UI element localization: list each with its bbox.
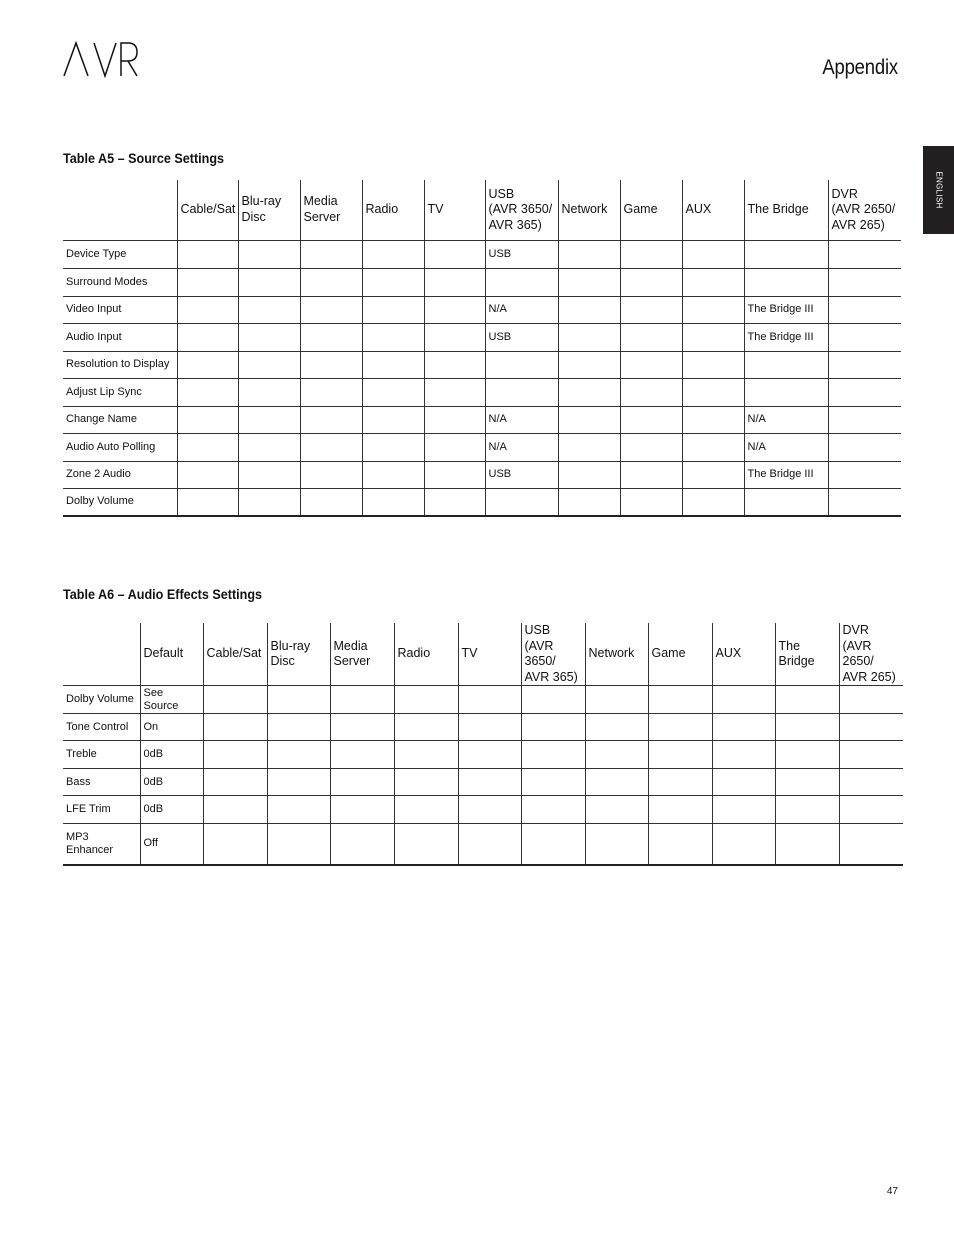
table-cell — [558, 351, 620, 378]
table-cell — [620, 323, 682, 351]
table-cell — [521, 796, 585, 824]
table-cell — [828, 240, 901, 268]
table-cell — [485, 488, 558, 516]
table-cell — [424, 351, 485, 378]
table-cell — [828, 323, 901, 351]
column-header: Radio — [362, 180, 424, 240]
table-cell — [558, 433, 620, 461]
column-header: DVR (AVR 2650/ AVR 265) — [828, 180, 901, 240]
table-cell — [712, 824, 775, 865]
avr-logo — [63, 40, 139, 80]
table-cell — [620, 351, 682, 378]
table-cell — [712, 686, 775, 714]
table-cell — [744, 378, 828, 406]
column-header: Default — [140, 623, 203, 686]
table-row — [63, 741, 903, 769]
table-cell — [177, 461, 238, 488]
table-cell: The Bridge III — [744, 323, 828, 351]
table-cell — [177, 433, 238, 461]
table-cell: USB — [485, 323, 558, 351]
table-cell — [362, 240, 424, 268]
row-label: MP3 Enhancer — [63, 824, 140, 865]
table-row — [63, 296, 901, 323]
table-cell — [394, 714, 458, 741]
table-cell — [682, 433, 744, 461]
table-cell: N/A — [744, 433, 828, 461]
table-cell — [744, 240, 828, 268]
table-row — [63, 268, 901, 296]
table-row — [63, 406, 901, 433]
row-label: Resolution to Display — [63, 351, 177, 378]
table-cell: See Source — [140, 686, 203, 714]
table-cell — [521, 686, 585, 714]
table-cell — [330, 796, 394, 824]
section-title: Appendix — [822, 56, 898, 79]
table-cell — [424, 296, 485, 323]
table-cell — [682, 240, 744, 268]
table-cell — [203, 714, 267, 741]
table-cell — [362, 433, 424, 461]
table-cell — [330, 741, 394, 769]
column-header — [63, 180, 177, 240]
table-cell — [458, 686, 521, 714]
column-header — [63, 623, 140, 686]
table-cell — [300, 433, 362, 461]
row-label: Dolby Volume — [63, 686, 140, 714]
column-header: Blu-ray Disc — [267, 623, 330, 686]
table-cell — [620, 240, 682, 268]
table-cell — [775, 824, 839, 865]
table-cell — [300, 296, 362, 323]
table-cell — [458, 769, 521, 796]
table-cell — [839, 769, 903, 796]
table-cell — [458, 824, 521, 865]
table-cell — [177, 240, 238, 268]
table-cell — [682, 488, 744, 516]
table-cell — [585, 824, 648, 865]
table-cell — [177, 488, 238, 516]
table-cell — [682, 323, 744, 351]
table-cell — [648, 796, 712, 824]
table-cell — [330, 824, 394, 865]
table-cell — [424, 488, 485, 516]
table-cell — [620, 406, 682, 433]
table-cell — [585, 796, 648, 824]
column-header: Cable/Sat — [177, 180, 238, 240]
table-cell: N/A — [744, 406, 828, 433]
row-label: Surround Modes — [63, 268, 177, 296]
column-header: Media Server — [300, 180, 362, 240]
table-cell — [300, 378, 362, 406]
table-cell — [839, 686, 903, 714]
table-cell — [775, 769, 839, 796]
table-cell — [648, 714, 712, 741]
table-cell — [620, 268, 682, 296]
table-cell — [424, 378, 485, 406]
table-cell — [712, 796, 775, 824]
table-row — [63, 378, 901, 406]
table-cell — [177, 268, 238, 296]
table-cell — [362, 268, 424, 296]
table-cell — [424, 240, 485, 268]
table-cell: 0dB — [140, 769, 203, 796]
table-cell — [424, 406, 485, 433]
table-cell — [620, 296, 682, 323]
table-cell: Off — [140, 824, 203, 865]
table-cell — [424, 268, 485, 296]
table-cell — [828, 433, 901, 461]
language-tab — [923, 146, 954, 234]
table-cell — [238, 240, 300, 268]
table-row — [63, 433, 901, 461]
table-cell — [828, 351, 901, 378]
table-cell — [744, 351, 828, 378]
table-cell — [839, 741, 903, 769]
table-cell — [648, 769, 712, 796]
row-label: Device Type — [63, 240, 177, 268]
table-cell — [828, 406, 901, 433]
table-cell — [485, 351, 558, 378]
table-cell — [558, 296, 620, 323]
table-cell: N/A — [485, 406, 558, 433]
table-cell — [267, 796, 330, 824]
table-cell — [521, 769, 585, 796]
table-cell — [682, 351, 744, 378]
table-cell — [267, 769, 330, 796]
table-cell — [648, 741, 712, 769]
table-cell — [648, 824, 712, 865]
table-cell — [177, 323, 238, 351]
table-cell: USB — [485, 461, 558, 488]
table-cell — [330, 769, 394, 796]
table-cell — [828, 461, 901, 488]
table-cell — [238, 268, 300, 296]
table-cell — [620, 433, 682, 461]
table-cell — [585, 686, 648, 714]
table-cell — [682, 378, 744, 406]
table-cell — [394, 741, 458, 769]
table-cell — [362, 351, 424, 378]
table-cell — [458, 741, 521, 769]
table-cell — [682, 461, 744, 488]
table-cell — [267, 714, 330, 741]
table-cell — [458, 796, 521, 824]
table-cell: On — [140, 714, 203, 741]
table-row — [63, 796, 903, 824]
table-cell — [330, 714, 394, 741]
table-cell — [238, 461, 300, 488]
table-cell — [558, 488, 620, 516]
table-cell — [712, 769, 775, 796]
table-cell — [485, 378, 558, 406]
table-cell — [682, 268, 744, 296]
table-a5-title: Table A5 – Source Settings — [63, 150, 225, 166]
table-cell — [238, 378, 300, 406]
table-cell — [362, 323, 424, 351]
table-cell — [620, 488, 682, 516]
table-cell — [300, 268, 362, 296]
table-cell — [682, 296, 744, 323]
table-cell — [362, 488, 424, 516]
table-cell — [238, 296, 300, 323]
column-header: The Bridge — [775, 623, 839, 686]
table-cell — [620, 461, 682, 488]
column-header: AUX — [682, 180, 744, 240]
row-label: LFE Trim — [63, 796, 140, 824]
table-a6-title: Table A6 – Audio Effects Settings — [63, 586, 263, 602]
table-cell — [300, 406, 362, 433]
table-cell — [458, 714, 521, 741]
language-tab-label: ENGLISH — [934, 171, 943, 209]
table-row — [63, 323, 901, 351]
table-cell — [267, 824, 330, 865]
column-header: TV — [458, 623, 521, 686]
table-cell: 0dB — [140, 796, 203, 824]
table-cell — [203, 824, 267, 865]
table-row — [63, 461, 901, 488]
table-a5-source-settings — [63, 180, 901, 517]
table-cell — [828, 296, 901, 323]
table-cell — [558, 461, 620, 488]
column-header: The Bridge — [744, 180, 828, 240]
table-a6-audio-effects-settings — [63, 623, 903, 866]
column-header: DVR (AVR 2650/ AVR 265) — [839, 623, 903, 686]
row-label: Video Input — [63, 296, 177, 323]
table-cell — [828, 268, 901, 296]
table-row — [63, 488, 901, 516]
table-cell — [521, 824, 585, 865]
table-cell — [424, 461, 485, 488]
table-cell — [585, 769, 648, 796]
table-cell — [238, 488, 300, 516]
table-cell — [203, 769, 267, 796]
table-cell — [300, 323, 362, 351]
column-header: Network — [558, 180, 620, 240]
table-row — [63, 769, 903, 796]
table-cell — [558, 406, 620, 433]
table-cell — [620, 378, 682, 406]
table-cell: The Bridge III — [744, 296, 828, 323]
table-cell — [177, 351, 238, 378]
table-cell — [238, 433, 300, 461]
column-header: Game — [648, 623, 712, 686]
table-cell — [775, 686, 839, 714]
table-cell — [203, 686, 267, 714]
table-cell — [558, 378, 620, 406]
table-cell — [394, 686, 458, 714]
column-header: AUX — [712, 623, 775, 686]
table-cell — [775, 796, 839, 824]
table-cell — [362, 406, 424, 433]
table-cell — [238, 351, 300, 378]
table-cell — [521, 714, 585, 741]
table-cell — [775, 714, 839, 741]
table-cell — [744, 268, 828, 296]
table-cell — [300, 488, 362, 516]
row-label: Dolby Volume — [63, 488, 177, 516]
table-cell — [424, 323, 485, 351]
row-label: Zone 2 Audio — [63, 461, 177, 488]
table-row — [63, 240, 901, 268]
table-cell — [775, 741, 839, 769]
table-cell: 0dB — [140, 741, 203, 769]
row-label: Audio Input — [63, 323, 177, 351]
table-cell — [362, 296, 424, 323]
row-label: Audio Auto Polling — [63, 433, 177, 461]
table-cell — [203, 796, 267, 824]
table-cell: N/A — [485, 433, 558, 461]
column-header: USB (AVR 3650/ AVR 365) — [485, 180, 558, 240]
table-cell — [839, 714, 903, 741]
page-number: 47 — [886, 1186, 898, 1197]
column-header: Game — [620, 180, 682, 240]
table-cell — [177, 296, 238, 323]
table-cell — [177, 378, 238, 406]
table-cell — [394, 824, 458, 865]
table-cell — [485, 268, 558, 296]
table-cell — [300, 461, 362, 488]
table-cell — [362, 378, 424, 406]
table-cell — [238, 406, 300, 433]
table-cell — [300, 351, 362, 378]
column-header: Cable/Sat — [203, 623, 267, 686]
table-cell — [839, 796, 903, 824]
table-cell — [521, 741, 585, 769]
table-row — [63, 824, 903, 865]
table-cell — [585, 741, 648, 769]
table-cell — [394, 769, 458, 796]
table-cell — [839, 824, 903, 865]
table-cell: N/A — [485, 296, 558, 323]
table-cell — [648, 686, 712, 714]
table-cell — [362, 461, 424, 488]
table-cell — [712, 714, 775, 741]
column-header: Blu-ray Disc — [238, 180, 300, 240]
table-cell — [424, 433, 485, 461]
column-header: Media Server — [330, 623, 394, 686]
table-cell — [238, 323, 300, 351]
row-label: Treble — [63, 741, 140, 769]
table-row — [63, 686, 903, 714]
table-cell — [267, 741, 330, 769]
table-cell — [828, 378, 901, 406]
table-cell — [828, 488, 901, 516]
row-label: Adjust Lip Sync — [63, 378, 177, 406]
table-row — [63, 714, 903, 741]
table-cell: The Bridge III — [744, 461, 828, 488]
table-cell — [558, 268, 620, 296]
table-cell — [558, 323, 620, 351]
table-cell: USB — [485, 240, 558, 268]
table-cell — [585, 714, 648, 741]
table-cell — [300, 240, 362, 268]
column-header: USB (AVR 3650/ AVR 365) — [521, 623, 585, 686]
table-cell — [330, 686, 394, 714]
table-cell — [682, 406, 744, 433]
table-cell — [394, 796, 458, 824]
column-header: Radio — [394, 623, 458, 686]
table-cell — [558, 240, 620, 268]
table-cell — [267, 686, 330, 714]
row-label: Tone Control — [63, 714, 140, 741]
table-cell — [203, 741, 267, 769]
table-cell — [177, 406, 238, 433]
table-row — [63, 351, 901, 378]
column-header: Network — [585, 623, 648, 686]
table-cell — [744, 488, 828, 516]
row-label: Bass — [63, 769, 140, 796]
column-header: TV — [424, 180, 485, 240]
table-cell — [712, 741, 775, 769]
row-label: Change Name — [63, 406, 177, 433]
